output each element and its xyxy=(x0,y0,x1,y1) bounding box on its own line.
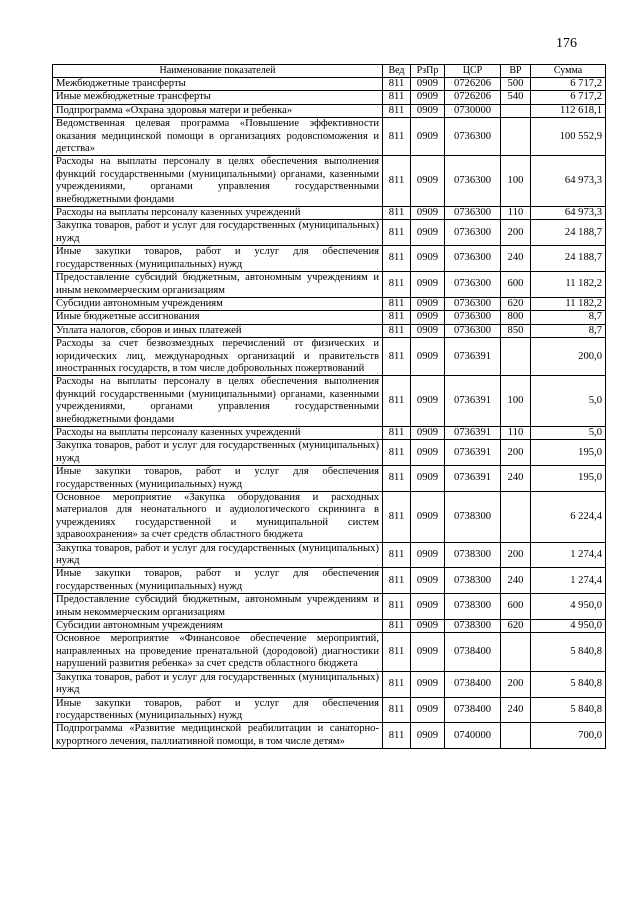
row-sum: 5 840,8 xyxy=(531,697,606,723)
row-ved: 811 xyxy=(383,156,411,207)
row-ved: 811 xyxy=(383,338,411,376)
row-rzpr: 0909 xyxy=(411,440,445,466)
row-rzpr: 0909 xyxy=(411,207,445,220)
row-sum: 5 840,8 xyxy=(531,633,606,671)
row-sum: 4 950,0 xyxy=(531,620,606,633)
row-ved: 811 xyxy=(383,440,411,466)
row-rzpr: 0909 xyxy=(411,697,445,723)
row-ved: 811 xyxy=(383,207,411,220)
row-rzpr: 0909 xyxy=(411,620,445,633)
table-row xyxy=(53,297,606,310)
row-ved: 811 xyxy=(383,311,411,324)
table-row xyxy=(53,324,606,337)
row-rzpr: 0909 xyxy=(411,466,445,492)
row-vr xyxy=(501,723,531,749)
row-name: Расходы на выплаты персоналу в целях обеспечения выполнения функций государственными (муниципальными) органами, казенными учреждениями, органами управления государственными внебюджетными фондами xyxy=(53,376,383,427)
table-row xyxy=(53,697,606,723)
row-ved: 811 xyxy=(383,723,411,749)
row-rzpr: 0909 xyxy=(411,324,445,337)
row-rzpr: 0909 xyxy=(411,633,445,671)
row-vr: 800 xyxy=(501,311,531,324)
table-row xyxy=(53,542,606,568)
table-row xyxy=(53,466,606,492)
row-csr: 0726206 xyxy=(445,91,501,104)
row-rzpr: 0909 xyxy=(411,492,445,543)
row-name: Основное мероприятие «Закупка оборудования и расходных материалов для неонатального и аудиологического скрининга в учреждениях государственной и муниципальной систем здравоохранения» за счет средств областного бюджета xyxy=(53,492,383,543)
header-name: Наименование показателей xyxy=(53,65,383,78)
row-ved: 811 xyxy=(383,671,411,697)
row-csr: 0736300 xyxy=(445,207,501,220)
row-name: Расходы за счет безвозмездных перечислений от физических и юридических лиц, международных организаций и правительств иностранных государств, в том числе добровольных пожертвований xyxy=(53,338,383,376)
row-csr: 0736300 xyxy=(445,297,501,310)
row-rzpr: 0909 xyxy=(411,246,445,272)
table-row xyxy=(53,671,606,697)
row-name: Ведомственная целевая программа «Повышение эффективности оказания медицинской помощи в организациях родовспоможения и детства» xyxy=(53,118,383,156)
row-ved: 811 xyxy=(383,220,411,246)
budget-table xyxy=(52,64,606,749)
row-vr: 100 xyxy=(501,156,531,207)
row-csr: 0740000 xyxy=(445,723,501,749)
row-sum: 1 274,4 xyxy=(531,568,606,594)
row-name: Основное мероприятие «Финансовое обеспечение мероприятий, направленных на проведение пренатальной (дородовой) диагностики нарушений развития ребенка» за счет средств областного бюджета xyxy=(53,633,383,671)
row-sum: 100 552,9 xyxy=(531,118,606,156)
table-row xyxy=(53,440,606,466)
row-vr: 540 xyxy=(501,91,531,104)
table-row xyxy=(53,118,606,156)
row-sum: 1 274,4 xyxy=(531,542,606,568)
row-ved: 811 xyxy=(383,324,411,337)
row-name: Иные межбюджетные трансферты xyxy=(53,91,383,104)
row-name: Закупка товаров, работ и услуг для государственных (муниципальных) нужд xyxy=(53,542,383,568)
row-csr: 0736300 xyxy=(445,220,501,246)
page-number: 176 xyxy=(556,36,577,51)
row-rzpr: 0909 xyxy=(411,723,445,749)
row-vr: 600 xyxy=(501,594,531,620)
row-vr: 100 xyxy=(501,376,531,427)
row-rzpr: 0909 xyxy=(411,104,445,117)
row-ved: 811 xyxy=(383,697,411,723)
table-row xyxy=(53,91,606,104)
row-ved: 811 xyxy=(383,272,411,298)
row-ved: 811 xyxy=(383,492,411,543)
row-vr: 240 xyxy=(501,246,531,272)
row-name: Иные закупки товаров, работ и услуг для обеспечения государственных (муниципальных) нужд xyxy=(53,246,383,272)
row-rzpr: 0909 xyxy=(411,338,445,376)
row-csr: 0738400 xyxy=(445,633,501,671)
row-ved: 811 xyxy=(383,91,411,104)
row-csr: 0738300 xyxy=(445,492,501,543)
row-sum: 700,0 xyxy=(531,723,606,749)
header-rzpr: РзПр xyxy=(411,65,445,78)
row-sum: 6 717,2 xyxy=(531,91,606,104)
table-body xyxy=(53,78,606,749)
row-rzpr: 0909 xyxy=(411,272,445,298)
row-name: Субсидии автономным учреждениям xyxy=(53,620,383,633)
row-rzpr: 0909 xyxy=(411,78,445,91)
row-sum: 24 188,7 xyxy=(531,220,606,246)
row-csr: 0736300 xyxy=(445,311,501,324)
row-rzpr: 0909 xyxy=(411,220,445,246)
table-row xyxy=(53,272,606,298)
row-ved: 811 xyxy=(383,466,411,492)
table-header-row xyxy=(53,65,606,78)
row-rzpr: 0909 xyxy=(411,376,445,427)
row-vr: 240 xyxy=(501,697,531,723)
row-name: Предоставление субсидий бюджетным, автономным учреждениям и иным некоммерческим организациям xyxy=(53,272,383,298)
row-name: Расходы на выплаты персоналу казенных учреждений xyxy=(53,426,383,439)
row-sum: 11 182,2 xyxy=(531,297,606,310)
row-sum: 8,7 xyxy=(531,324,606,337)
row-csr: 0736391 xyxy=(445,376,501,427)
row-name: Уплата налогов, сборов и иных платежей xyxy=(53,324,383,337)
row-csr: 0726206 xyxy=(445,78,501,91)
row-vr: 620 xyxy=(501,620,531,633)
row-name: Иные закупки товаров, работ и услуг для обеспечения государственных (муниципальных) нужд xyxy=(53,697,383,723)
row-name: Иные закупки товаров, работ и услуг для обеспечения государственных (муниципальных) нужд xyxy=(53,568,383,594)
row-vr: 200 xyxy=(501,542,531,568)
row-ved: 811 xyxy=(383,118,411,156)
row-vr: 200 xyxy=(501,220,531,246)
row-csr: 0736391 xyxy=(445,338,501,376)
row-vr: 600 xyxy=(501,272,531,298)
row-ved: 811 xyxy=(383,620,411,633)
row-sum: 195,0 xyxy=(531,466,606,492)
table-row xyxy=(53,311,606,324)
row-vr: 110 xyxy=(501,426,531,439)
row-vr xyxy=(501,633,531,671)
row-csr: 0736300 xyxy=(445,246,501,272)
row-sum: 6 717,2 xyxy=(531,78,606,91)
row-vr: 620 xyxy=(501,297,531,310)
row-rzpr: 0909 xyxy=(411,426,445,439)
row-vr xyxy=(501,338,531,376)
table-row xyxy=(53,104,606,117)
row-rzpr: 0909 xyxy=(411,594,445,620)
row-sum: 5,0 xyxy=(531,376,606,427)
row-sum: 195,0 xyxy=(531,440,606,466)
row-name: Иные закупки товаров, работ и услуг для обеспечения государственных (муниципальных) нужд xyxy=(53,466,383,492)
table-row xyxy=(53,220,606,246)
row-rzpr: 0909 xyxy=(411,671,445,697)
row-ved: 811 xyxy=(383,594,411,620)
row-ved: 811 xyxy=(383,297,411,310)
row-ved: 811 xyxy=(383,246,411,272)
row-name: Иные бюджетные ассигнования xyxy=(53,311,383,324)
row-rzpr: 0909 xyxy=(411,311,445,324)
row-sum: 200,0 xyxy=(531,338,606,376)
row-ved: 811 xyxy=(383,78,411,91)
row-vr: 200 xyxy=(501,671,531,697)
row-name: Субсидии автономным учреждениям xyxy=(53,297,383,310)
header-csr: ЦСР xyxy=(445,65,501,78)
header-vr: ВР xyxy=(501,65,531,78)
row-vr: 850 xyxy=(501,324,531,337)
row-csr: 0738300 xyxy=(445,542,501,568)
row-sum: 64 973,3 xyxy=(531,156,606,207)
row-csr: 0736391 xyxy=(445,466,501,492)
row-csr: 0736300 xyxy=(445,272,501,298)
row-sum: 112 618,1 xyxy=(531,104,606,117)
row-csr: 0738400 xyxy=(445,697,501,723)
table-row xyxy=(53,633,606,671)
table-row xyxy=(53,620,606,633)
table-row xyxy=(53,376,606,427)
header-sum: Сумма xyxy=(531,65,606,78)
table-row xyxy=(53,426,606,439)
row-csr: 0736391 xyxy=(445,426,501,439)
row-name: Закупка товаров, работ и услуг для государственных (муниципальных) нужд xyxy=(53,671,383,697)
row-vr xyxy=(501,492,531,543)
row-vr: 500 xyxy=(501,78,531,91)
table-row xyxy=(53,723,606,749)
row-rzpr: 0909 xyxy=(411,568,445,594)
row-name: Межбюджетные трансферты xyxy=(53,78,383,91)
row-csr: 0730000 xyxy=(445,104,501,117)
row-name: Закупка товаров, работ и услуг для государственных (муниципальных) нужд xyxy=(53,220,383,246)
row-csr: 0738300 xyxy=(445,568,501,594)
row-sum: 5,0 xyxy=(531,426,606,439)
row-csr: 0736300 xyxy=(445,156,501,207)
table-row xyxy=(53,156,606,207)
row-vr: 200 xyxy=(501,440,531,466)
table-row xyxy=(53,246,606,272)
row-vr xyxy=(501,104,531,117)
row-csr: 0736300 xyxy=(445,118,501,156)
table-row xyxy=(53,338,606,376)
row-ved: 811 xyxy=(383,426,411,439)
row-rzpr: 0909 xyxy=(411,297,445,310)
row-ved: 811 xyxy=(383,376,411,427)
row-rzpr: 0909 xyxy=(411,91,445,104)
row-ved: 811 xyxy=(383,542,411,568)
table-row xyxy=(53,568,606,594)
row-name: Подпрограмма «Охрана здоровья матери и ребенка» xyxy=(53,104,383,117)
header-ved: Вед xyxy=(383,65,411,78)
row-sum: 11 182,2 xyxy=(531,272,606,298)
row-sum: 5 840,8 xyxy=(531,671,606,697)
row-vr: 240 xyxy=(501,568,531,594)
row-name: Подпрограмма «Развитие медицинской реабилитации и санаторно-курортного лечения, паллиативной помощи, в том числе детям» xyxy=(53,723,383,749)
row-csr: 0738400 xyxy=(445,671,501,697)
row-sum: 64 973,3 xyxy=(531,207,606,220)
row-name: Расходы на выплаты персоналу в целях обеспечения выполнения функций государственными (муниципальными) органами, казенными учреждениями, органами управления государственными внебюджетными фондами xyxy=(53,156,383,207)
table-row xyxy=(53,594,606,620)
row-csr: 0738300 xyxy=(445,620,501,633)
row-rzpr: 0909 xyxy=(411,542,445,568)
row-sum: 8,7 xyxy=(531,311,606,324)
row-ved: 811 xyxy=(383,633,411,671)
row-ved: 811 xyxy=(383,568,411,594)
row-vr: 110 xyxy=(501,207,531,220)
row-name: Расходы на выплаты персоналу казенных учреждений xyxy=(53,207,383,220)
row-csr: 0736300 xyxy=(445,324,501,337)
row-rzpr: 0909 xyxy=(411,118,445,156)
row-vr: 240 xyxy=(501,466,531,492)
table-row xyxy=(53,492,606,543)
row-name: Закупка товаров, работ и услуг для государственных (муниципальных) нужд xyxy=(53,440,383,466)
row-ved: 811 xyxy=(383,104,411,117)
table-row xyxy=(53,78,606,91)
row-sum: 24 188,7 xyxy=(531,246,606,272)
row-rzpr: 0909 xyxy=(411,156,445,207)
row-sum: 6 224,4 xyxy=(531,492,606,543)
row-vr xyxy=(501,118,531,156)
row-name: Предоставление субсидий бюджетным, автономным учреждениям и иным некоммерческим организациям xyxy=(53,594,383,620)
row-sum: 4 950,0 xyxy=(531,594,606,620)
table-row xyxy=(53,207,606,220)
row-csr: 0738300 xyxy=(445,594,501,620)
row-csr: 0736391 xyxy=(445,440,501,466)
